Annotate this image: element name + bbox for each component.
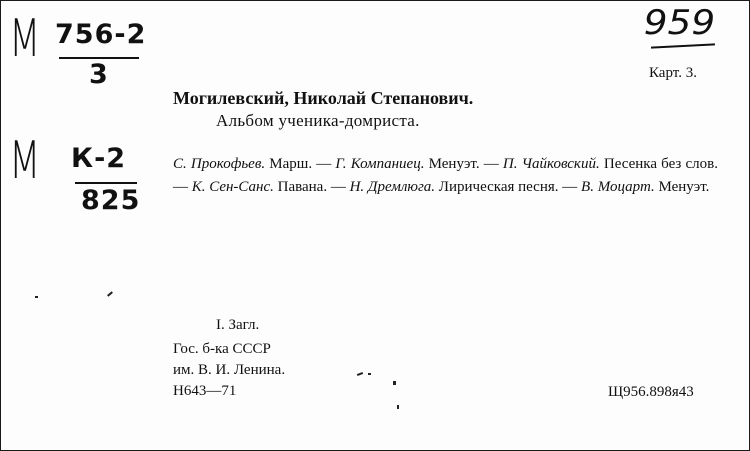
shelf-letter: М [9, 9, 40, 69]
fraction-line [75, 182, 137, 184]
composer: Н. Дремлюга. [349, 179, 436, 195]
shelf-numerator: 756-2 [55, 19, 147, 50]
composer: Г. Компаниец. [335, 156, 425, 172]
inventory-number: 959 [643, 3, 716, 43]
work-title: Менуэт. [654, 179, 710, 195]
shelf-letter: М [9, 131, 40, 191]
composer: С. Прокофьев. [173, 156, 266, 172]
inventory-underline [651, 43, 715, 48]
composer: В. Моцарт. [581, 179, 655, 195]
work-title: Песенка без слов. — [173, 156, 718, 195]
composer: П. Чайковский. [502, 156, 600, 172]
contents-note [173, 153, 718, 199]
classification-mark: Щ956.898я43 [608, 384, 694, 400]
composer: К. Сен-Санс. [191, 179, 274, 195]
work-title: Лирическая песня. — [435, 179, 582, 195]
library-imprint [173, 339, 285, 402]
library-line: Н643—71 [173, 383, 237, 399]
card-number: Карт. 3. [649, 65, 697, 81]
scan-speck [357, 372, 363, 376]
shelf-denominator: 825 [81, 185, 141, 216]
work-title: Марш. — [265, 156, 336, 172]
scan-speck [107, 291, 113, 296]
title: Альбом ученика-домриста. [216, 111, 420, 130]
shelf-denominator: 3 [89, 59, 109, 90]
scan-speck [397, 405, 399, 409]
shelf-numerator: К-2 [71, 143, 127, 174]
library-line: Гос. б-ка СССР [173, 341, 271, 357]
scan-speck [35, 296, 38, 298]
scan-speck [393, 381, 396, 385]
author-heading: Могилевский, Николай Степанович. [173, 88, 474, 108]
work-title: Павана. — [273, 179, 350, 195]
tracing: I. Загл. [216, 317, 260, 333]
work-title: Менуэт. — [424, 156, 503, 172]
scan-speck [368, 373, 371, 375]
library-line: им. В. И. Ленина. [173, 362, 286, 378]
